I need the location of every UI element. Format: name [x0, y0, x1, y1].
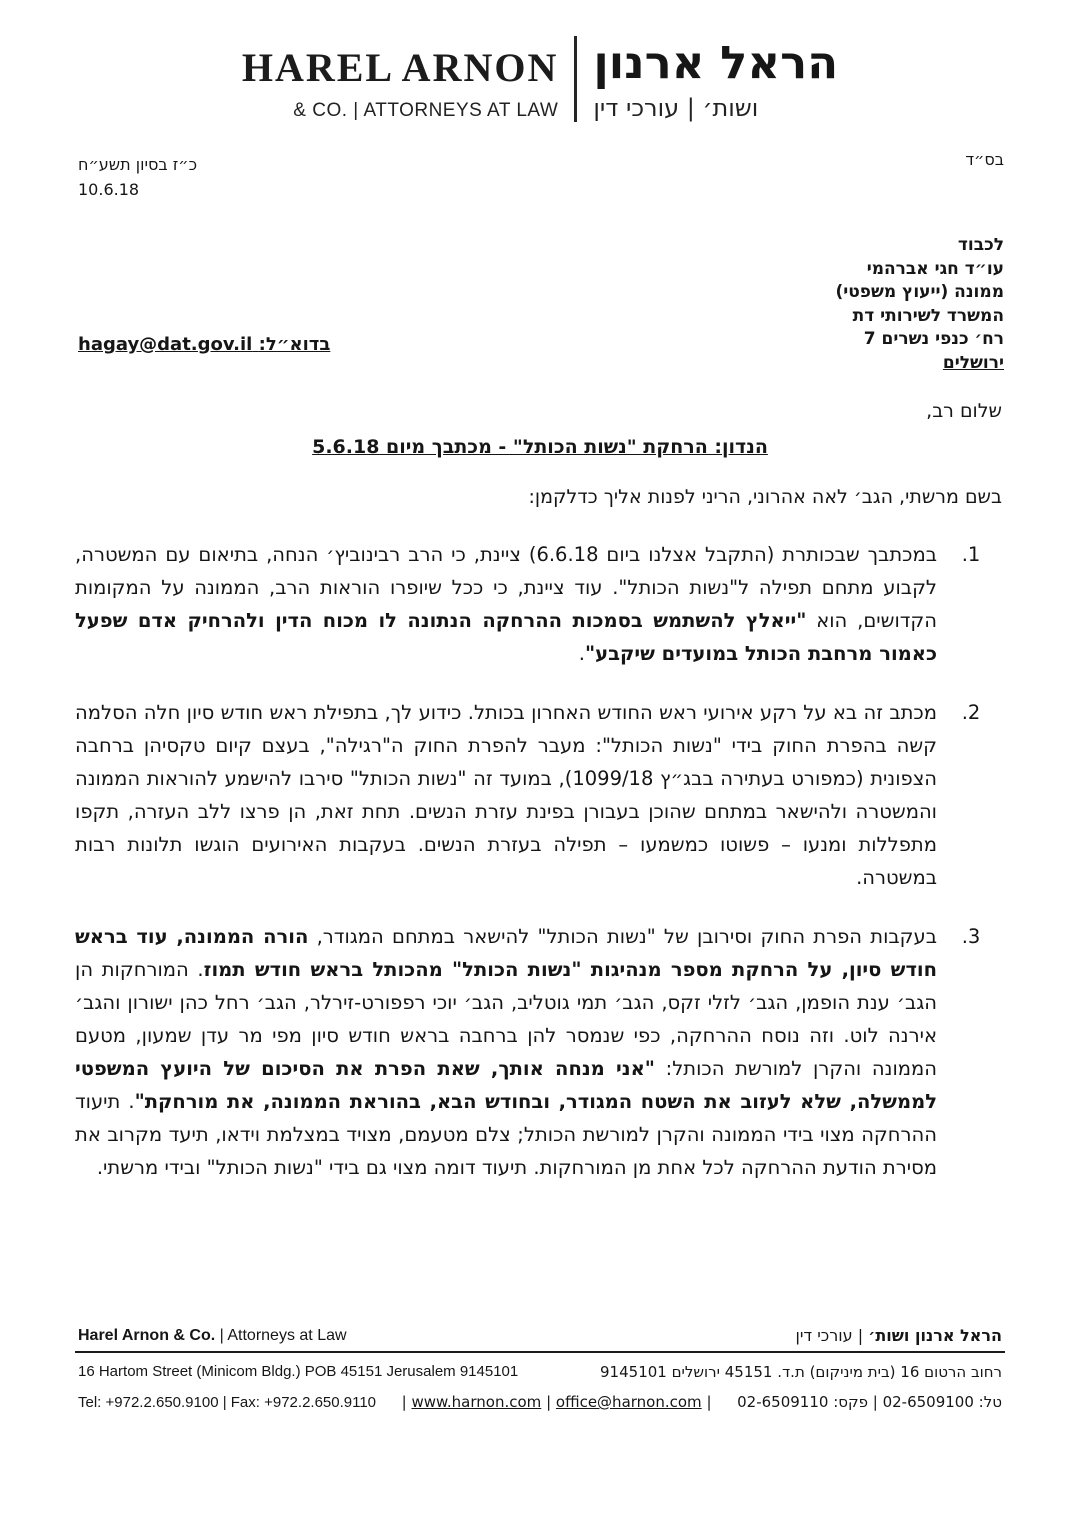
- logo-hebrew-block: [593, 36, 838, 122]
- footer-address-he: רחוב הרטום 16 (בית מיניקום) ת.ד. 45151 ירושלים 9145101: [600, 1363, 1002, 1381]
- separator: |: [706, 1393, 712, 1411]
- footer-address-en: 16 Hartom Street (Minicom Bldg.) POB 45151 Jerusalem 9145101: [78, 1363, 519, 1380]
- recipient-city: ירושלים: [942, 352, 1004, 373]
- recipient-line: המשרד לשירותי דת: [852, 305, 1004, 326]
- firm-logo: [0, 36, 1080, 122]
- date-gregorian: 10.6.18: [78, 180, 140, 199]
- paragraph-text: מכתב זה בא על רקע אירועי ראש החודש האחרון בכותל. כידוע לך, בתפילת ראש חודש סיון חלה הסלמה קשה בהפרת החוק בידי "נשות הכותל": מעבר להפרת החוק ה"רגילה", בעצם קיום טקסיהן ברחבה הצפונית (כמפורט בעתירה בבג״ץ 1099/18), במועד זה "נשות הכותל" סירבו להישמע להוראות הממונה והמשטרה ולהישאר במתחם שהוכן בעבורן בפינת עזרת הנשים. תחת זאת, הן פרצו ללב העזרה, תקפו מתפללות ומנעו – פשוטו כמשמעו – תפילה בעזרת הנשים. בעקבות האירועים הוגשו תלונות רבות במשטרה.: [75, 701, 937, 889]
- greeting: שלום רב,: [926, 400, 1002, 422]
- paragraph-text: במכתבך שבכותרת (התקבל אצלנו ביום 6.6.18) ציינת, כי הרב רבינוביץ׳ הנחה, בתיאום עם המשטרה, לקבוע מתחם תפילה ל"נשות הכותל". עוד ציינת, כי ככל שיופרו הוראות הרב, הממונה על המקומות הקדושים, הוא "ייאלץ להשתמש בסמכות ההרחקה הנתונה לו מכוח הדין ולהרחיק אדם שפעל כאמור מרחבת הכותל במועדים שיקבע".: [75, 543, 937, 665]
- paragraph-number: 3.: [961, 925, 981, 948]
- email-line: [78, 334, 330, 355]
- numbered-paragraph: [75, 696, 1005, 894]
- recipient-line: רח׳ כנפי נשרים 7: [863, 329, 1004, 349]
- logo-subtitle-hebrew: ושות׳ | עורכי דין: [593, 93, 759, 122]
- footer-firm-name-en: Harel Arnon & Co. | Attorneys at Law: [78, 1327, 347, 1344]
- subject-line: הנדון: הרחקת "נשות הכותל" - מכתבך מיום 5.6.18: [312, 436, 768, 458]
- separator: |: [546, 1393, 552, 1411]
- recipient-line: עו״ד חגי אברהמי: [866, 258, 1004, 279]
- recipient-line: לכבוד: [957, 235, 1004, 255]
- date-hebrew: כ״ז בסיון תשע״ח: [78, 155, 198, 174]
- numbered-paragraph: [75, 920, 1005, 1184]
- email-address[interactable]: hagay@dat.gov.il: [78, 334, 253, 355]
- logo-name-english: HAREL ARNON: [241, 45, 559, 90]
- footer-email-link[interactable]: office@harnon.com: [555, 1393, 702, 1411]
- logo-name-hebrew: הראל ארנון: [593, 36, 839, 89]
- separator: |: [401, 1393, 407, 1411]
- footer-links: [402, 1393, 712, 1411]
- paragraph-number: 2.: [961, 701, 981, 724]
- paragraph-number: 1.: [961, 543, 981, 566]
- logo-divider: [574, 36, 577, 122]
- footer-website-link[interactable]: www.harnon.com: [411, 1393, 542, 1411]
- footer: [75, 1326, 1005, 1411]
- numbered-paragraph: [75, 538, 1005, 670]
- footer-tel-fax-he: טל: 02-6509100 | פקס: 02-6509110: [737, 1393, 1002, 1411]
- logo-subtitle-english: & CO. | ATTORNEYS AT LAW: [293, 100, 559, 121]
- date-block: [78, 152, 197, 202]
- paragraph-list: [75, 538, 1005, 1210]
- bsd-mark: בס״ד: [965, 150, 1004, 169]
- recipient-line: ממונה (ייעוץ משפטי): [835, 282, 1004, 302]
- opening-line: בשם מרשתי, הגב׳ לאה אהרוני, הריני לפנות אליך כדלקמן:: [528, 486, 1002, 508]
- footer-tel-fax-en: Tel: +972.2.650.9100 | Fax: +972.2.650.9110: [78, 1394, 377, 1411]
- logo-english-block: [242, 36, 559, 122]
- email-label: בדוא״ל:: [258, 334, 331, 355]
- footer-firm-name-he: הראל ארנון ושות׳ | עורכי דין: [795, 1326, 1002, 1345]
- paragraph-text: בעקבות הפרת החוק וסירובן של "נשות הכותל" להישאר במתחם המגודר, הורה הממונה, עוד בראש חודש סיון, על הרחקת מספר מנהיגות "נשות הכותל" מהכותל בראש חודש תמוז. המורחקות הן הגב׳ ענת הופמן, הגב׳ לזלי זקס, הגב׳ תמי גוטליב, הגב׳ יוכי רפפורט-זירלר, הגב׳ רחל כהן ישורון והגב׳ אירנה לוט. וזה נוסח ההרחקה, כפי שנמסר להן ברחבה בראש חודש סיון מפי מר עדן שמעון, מטעם הממונה והקרן למורשת הכותל: "אני מנחה אותך, שאת הפרת את הסיכום של היועץ המשפטי לממשלה, שלא לעזוב את השטח המגודר, ובחודש הבא, בהוראת הממונה, את מורחקת". תיעוד ההרחקה מצוי בידי הממונה והקרן למורשת הכותל; צלם מטעמם, מצויד במצלמת וידאו, תיעד מקרוב את מסירת הודעת ההרחקה לכל אחת מן המורחקות. תיעוד דומה מצוי גם בידי "נשות הכותל" ובידי מרשתי.: [75, 925, 938, 1179]
- recipient-block: [835, 234, 1004, 375]
